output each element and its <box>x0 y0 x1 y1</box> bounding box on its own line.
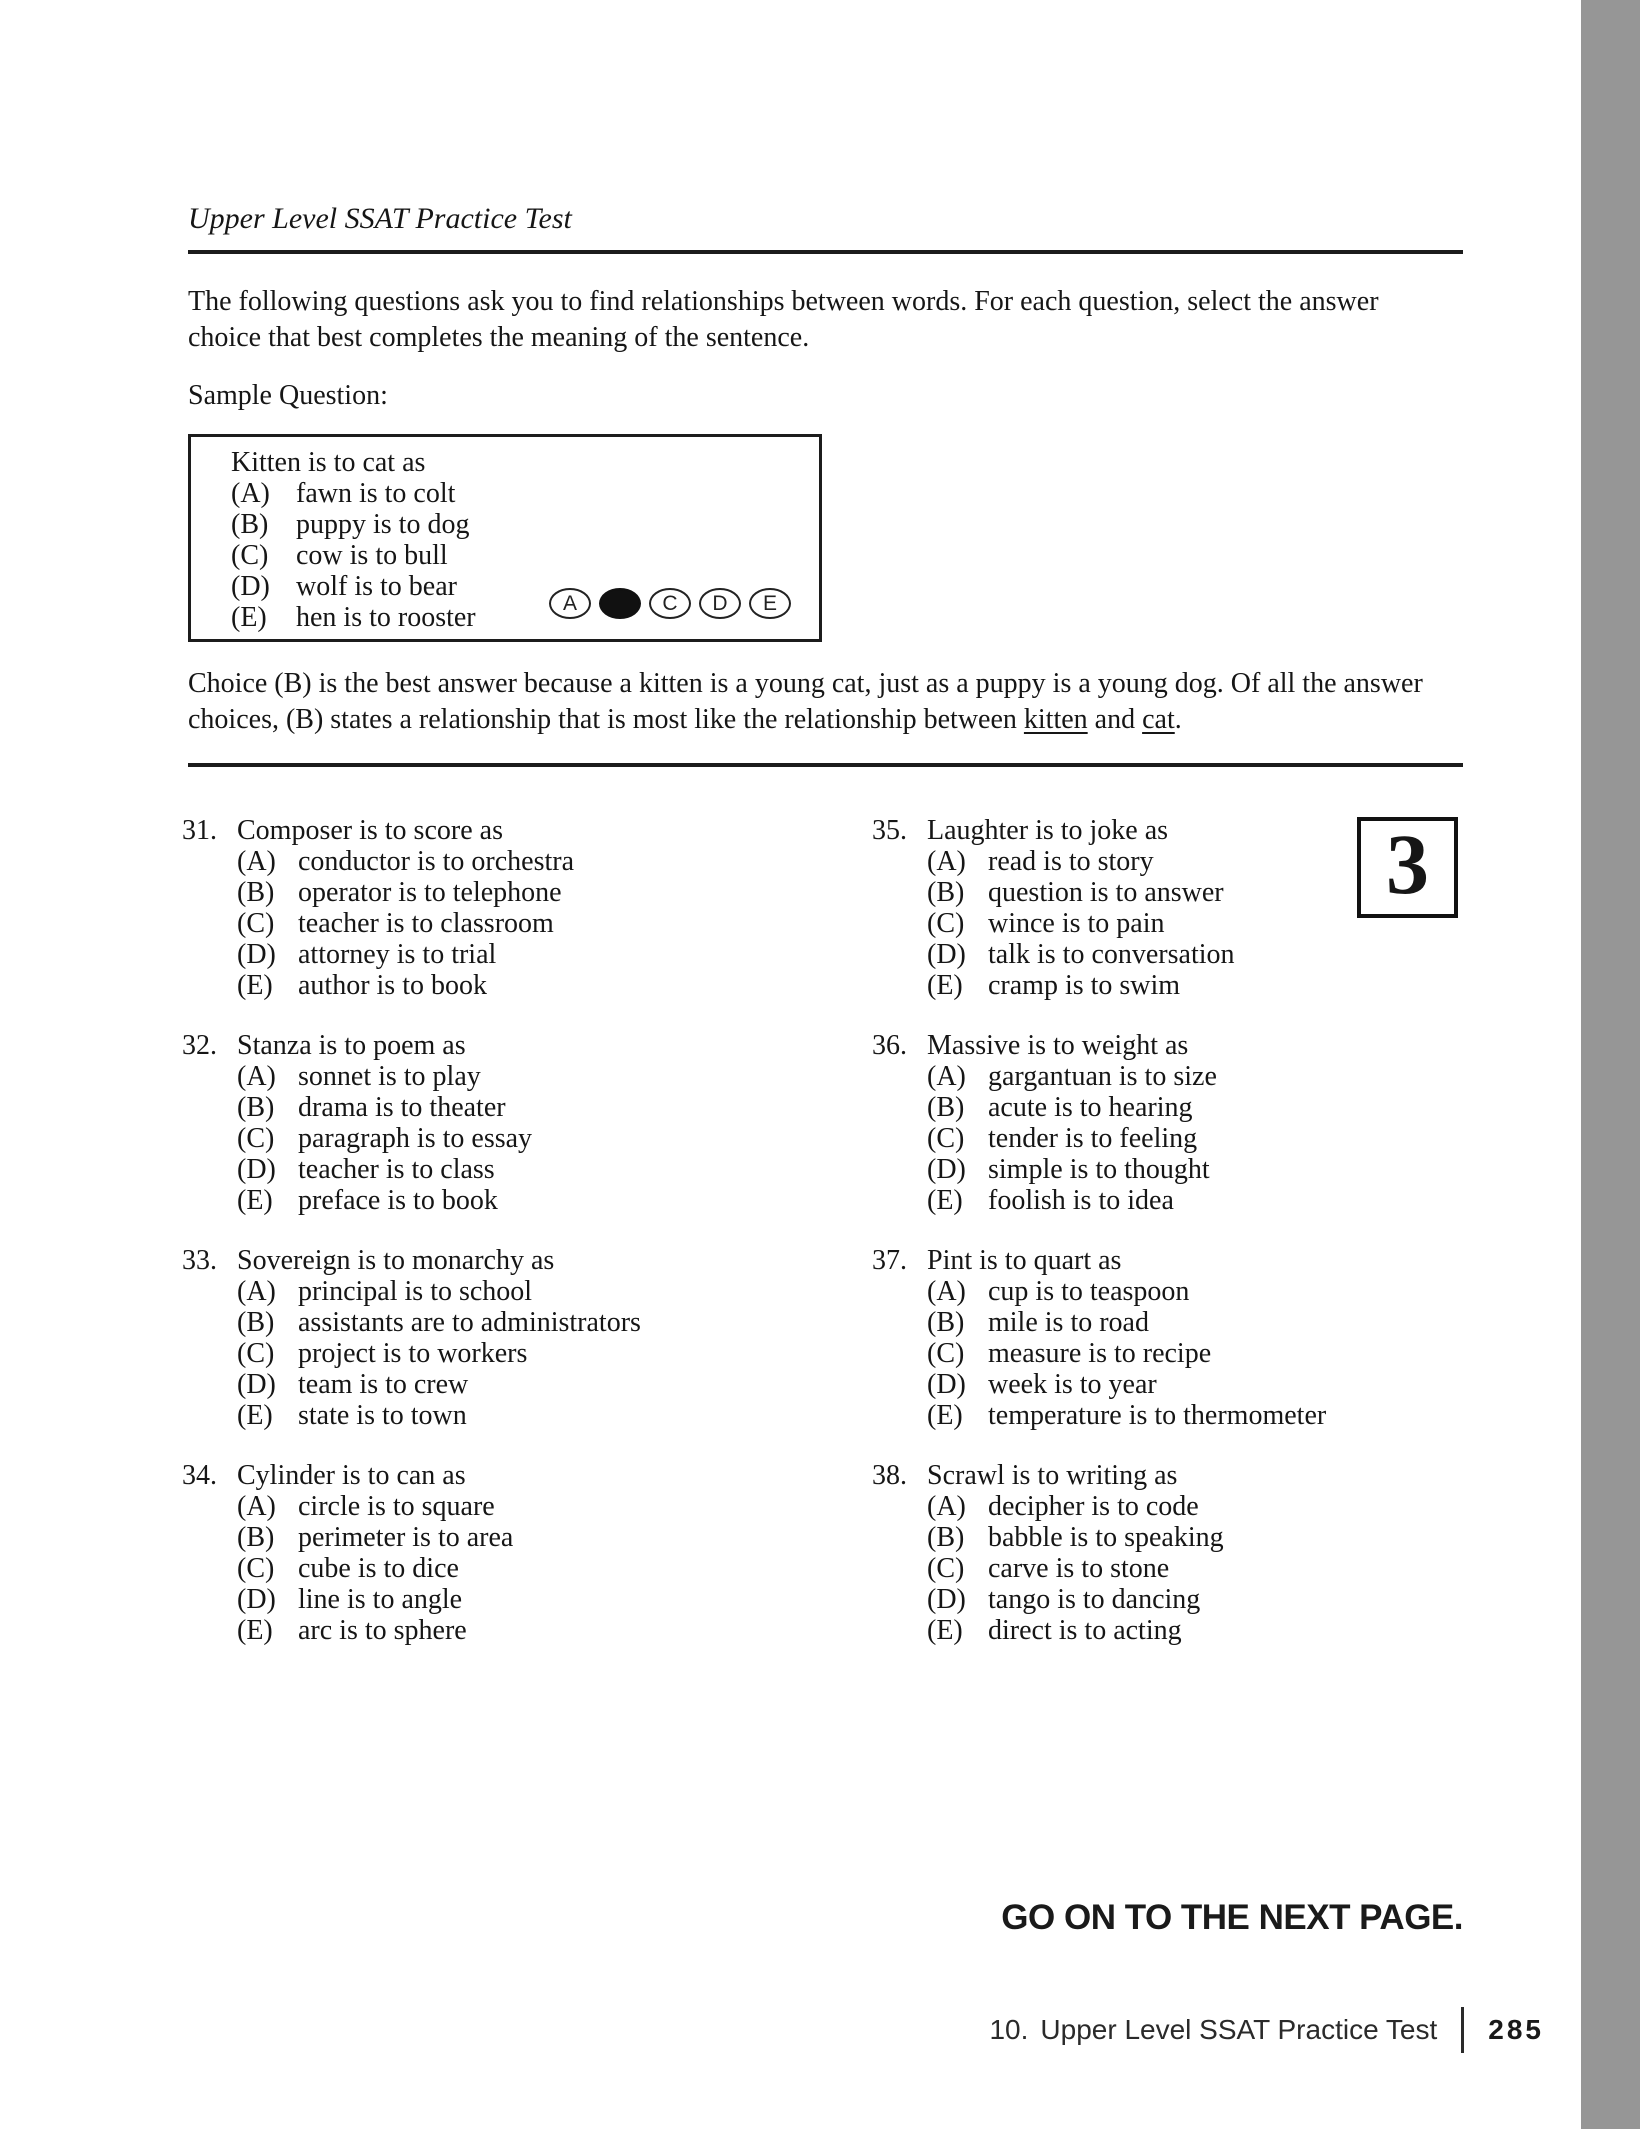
option-row <box>872 1061 1217 1092</box>
option-text: temperature is to thermometer <box>988 1400 1327 1431</box>
option-text: gargantuan is to size <box>988 1061 1217 1092</box>
question-number: 31. <box>182 815 217 846</box>
question-32 <box>182 1030 532 1216</box>
question-35 <box>872 815 1235 1001</box>
sample-question-box <box>188 434 822 642</box>
footer-title: Upper Level SSAT Practice Test <box>1040 2014 1438 2045</box>
option-letter: (C) <box>237 908 275 939</box>
option-row <box>872 846 1235 877</box>
option-letter: (E) <box>231 602 267 633</box>
option-text: cow is to bull <box>296 540 448 571</box>
option-letter: (C) <box>231 540 269 571</box>
underlined-word-kitten: kitten <box>1023 704 1088 735</box>
footer-page-number: 285 <box>1488 2014 1544 2045</box>
option-letter: (A) <box>237 846 276 877</box>
option-letter: (A) <box>927 846 966 877</box>
page-header-title: Upper Level SSAT Practice Test <box>188 202 572 235</box>
option-letter: (B) <box>927 1092 965 1123</box>
question-stem-row <box>182 815 574 846</box>
option-letter: (B) <box>237 877 275 908</box>
option-text: fawn is to colt <box>296 478 456 509</box>
option-row <box>182 1092 532 1123</box>
option-letter: (C) <box>237 1553 275 1584</box>
option-row <box>182 1185 532 1216</box>
option-row <box>872 1369 1326 1400</box>
question-stem: Laughter is to joke as <box>927 815 1169 846</box>
question-number: 38. <box>872 1460 907 1491</box>
question-34 <box>182 1460 513 1646</box>
option-text: state is to town <box>298 1400 467 1431</box>
option-row <box>182 846 574 877</box>
question-number: 37. <box>872 1245 907 1276</box>
option-letter: (D) <box>237 1584 276 1615</box>
sample-question-label: Sample Question: <box>188 380 388 411</box>
question-stem-row <box>872 1030 1217 1061</box>
option-text: tango is to dancing <box>988 1584 1201 1615</box>
option-letter: (C) <box>237 1123 275 1154</box>
option-text: assistants are to administrators <box>298 1307 641 1338</box>
option-letter: (B) <box>927 1522 965 1553</box>
option-text: decipher is to code <box>988 1491 1199 1522</box>
option-text: arc is to sphere <box>298 1615 467 1646</box>
option-row <box>872 1491 1224 1522</box>
option-text: babble is to speaking <box>988 1522 1224 1553</box>
option-row <box>872 1276 1326 1307</box>
option-row <box>182 1584 513 1615</box>
option-row <box>182 1615 513 1646</box>
option-letter: (C) <box>927 908 965 939</box>
option-letter: (E) <box>927 1615 963 1646</box>
option-letter: (B) <box>237 1307 275 1338</box>
option-row <box>182 970 574 1001</box>
explanation-paragraph <box>188 666 1423 738</box>
option-letter: (E) <box>927 970 963 1001</box>
option-text: circle is to square <box>298 1491 495 1522</box>
option-letter: (A) <box>237 1061 276 1092</box>
option-text: line is to angle <box>298 1584 463 1615</box>
answer-bubble-c: C <box>649 588 691 619</box>
question-stem: Composer is to score as <box>237 815 503 846</box>
question-number: 32. <box>182 1030 217 1061</box>
explanation-text: choices, (B) states a relationship that is most like the relationship between <box>188 704 1024 735</box>
question-stem-row <box>182 1030 532 1061</box>
section-number-box <box>1357 817 1458 918</box>
answer-bubble-row <box>549 588 791 619</box>
option-row <box>872 1584 1224 1615</box>
option-letter: (E) <box>237 1400 273 1431</box>
option-letter: (E) <box>237 970 273 1001</box>
explanation-line-1: Choice (B) is the best answer because a kitten is a young cat, just as a puppy is a young dog. Of all the answer <box>188 668 1423 699</box>
question-number: 33. <box>182 1245 217 1276</box>
option-letter: (B) <box>237 1092 275 1123</box>
option-text: hen is to rooster <box>296 602 476 633</box>
option-letter: (A) <box>237 1276 276 1307</box>
option-row <box>872 939 1235 970</box>
question-31 <box>182 815 574 1001</box>
option-letter: (D) <box>927 1584 966 1615</box>
option-text: carve is to stone <box>988 1553 1170 1584</box>
option-text: preface is to book <box>298 1185 498 1216</box>
option-text: cube is to dice <box>298 1553 459 1584</box>
option-letter: (B) <box>237 1522 275 1553</box>
go-on-instruction: GO ON TO THE NEXT PAGE. <box>1001 1898 1463 1937</box>
option-text: cramp is to swim <box>988 970 1181 1001</box>
option-row <box>182 1154 532 1185</box>
option-letter: (E) <box>927 1400 963 1431</box>
option-row <box>182 1400 641 1431</box>
question-number: 34. <box>182 1460 217 1491</box>
option-text: perimeter is to area <box>298 1522 514 1553</box>
option-letter: (A) <box>237 1491 276 1522</box>
option-text: read is to story <box>988 846 1154 877</box>
question-stem: Scrawl is to writing as <box>927 1460 1178 1491</box>
option-text: principal is to school <box>298 1276 533 1307</box>
question-36 <box>872 1030 1217 1216</box>
answer-bubble-b-filled <box>599 588 641 619</box>
option-letter: (A) <box>927 1061 966 1092</box>
question-stem: Stanza is to poem as <box>237 1030 466 1061</box>
question-37 <box>872 1245 1326 1431</box>
intro-line-2: choice that best completes the meaning of the sentence. <box>188 322 810 353</box>
question-stem-row <box>872 815 1235 846</box>
page-edge-band <box>1581 0 1640 2129</box>
option-letter: (E) <box>927 1185 963 1216</box>
explanation-text: and <box>1087 704 1143 735</box>
option-row <box>872 1338 1326 1369</box>
option-letter: (A) <box>927 1276 966 1307</box>
question-38 <box>872 1460 1224 1646</box>
option-row <box>872 1092 1217 1123</box>
section-number: 3 <box>1386 815 1429 912</box>
option-text: tender is to feeling <box>988 1123 1198 1154</box>
sample-option-a <box>231 478 476 509</box>
option-row <box>182 877 574 908</box>
option-row <box>182 908 574 939</box>
question-stem-row <box>182 1245 641 1276</box>
option-text: conductor is to orchestra <box>298 846 575 877</box>
option-text: acute is to hearing <box>988 1092 1193 1123</box>
intro-paragraph <box>188 284 1379 356</box>
option-letter: (B) <box>927 1307 965 1338</box>
option-row <box>872 1400 1326 1431</box>
footer-divider <box>1461 2007 1464 2053</box>
option-row <box>872 1522 1224 1553</box>
option-text: team is to crew <box>298 1369 469 1400</box>
sample-option-d <box>231 571 476 602</box>
question-number: 36. <box>872 1030 907 1061</box>
option-row <box>872 970 1235 1001</box>
option-text: talk is to conversation <box>988 939 1235 970</box>
answer-bubble-d: D <box>699 588 741 619</box>
page-footer <box>0 2004 1544 2056</box>
explanation-line-2 <box>188 702 1423 738</box>
answer-bubble-e: E <box>749 588 791 619</box>
sample-option-b <box>231 509 476 540</box>
option-letter: (B) <box>927 877 965 908</box>
question-33 <box>182 1245 641 1431</box>
option-row <box>182 1123 532 1154</box>
section-divider-rule <box>188 763 1463 767</box>
option-row <box>872 1154 1217 1185</box>
option-text: wince is to pain <box>988 908 1165 939</box>
option-text: attorney is to trial <box>298 939 497 970</box>
option-letter: (A) <box>927 1491 966 1522</box>
sample-question-content <box>231 447 476 633</box>
option-letter: (C) <box>927 1123 965 1154</box>
question-stem-row <box>182 1460 513 1491</box>
option-letter: (D) <box>237 939 276 970</box>
option-letter: (C) <box>237 1338 275 1369</box>
sample-option-c <box>231 540 476 571</box>
sample-option-e <box>231 602 476 633</box>
option-letter: (D) <box>927 939 966 970</box>
footer-chapter-number: 10. <box>989 2014 1029 2045</box>
question-stem: Pint is to quart as <box>927 1245 1122 1276</box>
option-row <box>182 1553 513 1584</box>
question-stem-row <box>872 1245 1326 1276</box>
option-row <box>872 1185 1217 1216</box>
intro-line-1: The following questions ask you to find relationships between words. For each question, select the answer <box>188 286 1379 317</box>
option-text: direct is to acting <box>988 1615 1182 1646</box>
option-letter: (D) <box>927 1369 966 1400</box>
option-text: author is to book <box>298 970 487 1001</box>
option-letter: (D) <box>927 1154 966 1185</box>
option-text: sonnet is to play <box>298 1061 481 1092</box>
question-stem: Cylinder is to can as <box>237 1460 466 1491</box>
option-letter: (C) <box>927 1338 965 1369</box>
option-text: wolf is to bear <box>296 571 457 602</box>
question-number: 35. <box>872 815 907 846</box>
option-letter: (D) <box>237 1369 276 1400</box>
option-text: foolish is to idea <box>988 1185 1174 1216</box>
option-text: measure is to recipe <box>988 1338 1212 1369</box>
option-text: mile is to road <box>988 1307 1149 1338</box>
answer-bubble-a: A <box>549 588 591 619</box>
option-row <box>182 1522 513 1553</box>
question-stem-row <box>872 1460 1224 1491</box>
option-row <box>182 1276 641 1307</box>
header-rule <box>188 250 1463 254</box>
option-text: paragraph is to essay <box>298 1123 533 1154</box>
option-text: simple is to thought <box>988 1154 1210 1185</box>
option-text: week is to year <box>988 1369 1157 1400</box>
explanation-text: . <box>1174 704 1182 735</box>
option-letter: (E) <box>237 1185 273 1216</box>
option-letter: (D) <box>237 1154 276 1185</box>
option-text: question is to answer <box>988 877 1224 908</box>
option-row <box>872 1307 1326 1338</box>
option-text: cup is to teaspoon <box>988 1276 1190 1307</box>
option-row <box>182 1061 532 1092</box>
sample-stem: Kitten is to cat as <box>231 447 426 478</box>
option-row <box>872 908 1235 939</box>
option-text: drama is to theater <box>298 1092 506 1123</box>
option-row <box>872 1553 1224 1584</box>
option-letter: (C) <box>927 1553 965 1584</box>
option-text: operator is to telephone <box>298 877 562 908</box>
option-row <box>182 1491 513 1522</box>
option-letter: (B) <box>231 509 269 540</box>
option-text: project is to workers <box>298 1338 528 1369</box>
option-row <box>872 1615 1224 1646</box>
option-row <box>182 1307 641 1338</box>
underlined-word-cat: cat <box>1142 704 1175 735</box>
question-stem: Massive is to weight as <box>927 1030 1189 1061</box>
option-letter: (A) <box>231 478 270 509</box>
option-row <box>182 939 574 970</box>
option-row <box>872 877 1235 908</box>
option-text: teacher is to classroom <box>298 908 554 939</box>
option-text: puppy is to dog <box>296 509 470 540</box>
option-letter: (E) <box>237 1615 273 1646</box>
question-stem: Sovereign is to monarchy as <box>237 1245 555 1276</box>
option-row <box>182 1369 641 1400</box>
option-row <box>182 1338 641 1369</box>
option-row <box>872 1123 1217 1154</box>
option-text: teacher is to class <box>298 1154 495 1185</box>
option-letter: (D) <box>231 571 270 602</box>
